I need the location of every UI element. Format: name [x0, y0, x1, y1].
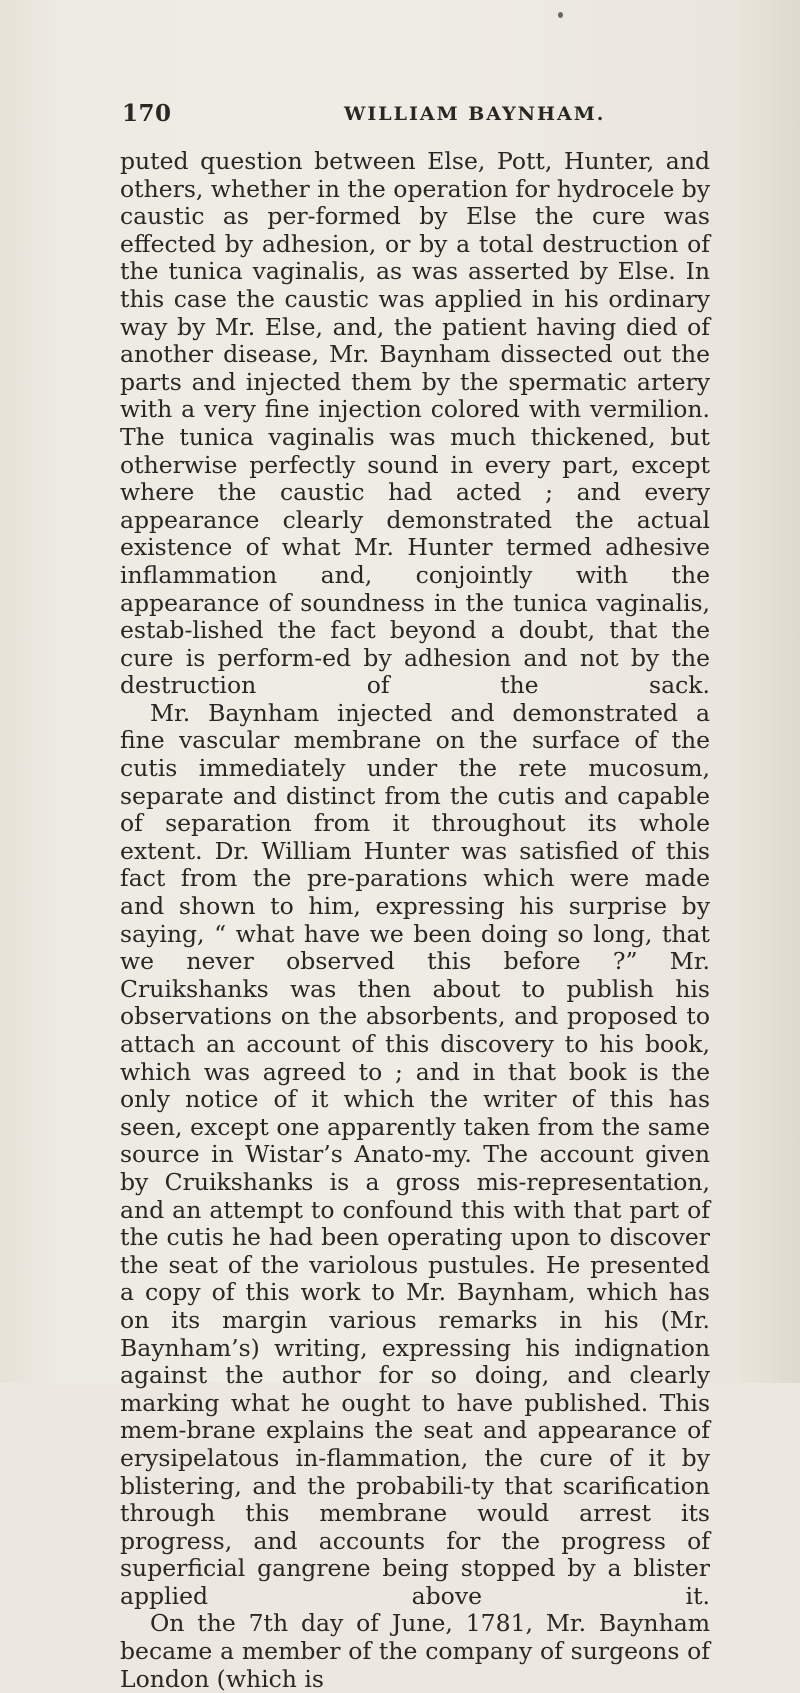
running-head: WILLIAM BAYNHAM. — [344, 103, 606, 125]
ink-speck — [558, 12, 563, 18]
page-header — [122, 100, 682, 130]
paragraph: puted question between Else, Pott, Hunter, and others, whether in the operation for hydrocele by caustic as per-formed by Else the cure was effected by adhesion, or by a total destruction of the tunica vaginalis, as was asserted by Else. In this case the caustic was applied in his ordinary way by Mr. Else, and, the patient having died of another disease, Mr. Baynham dissected out the parts and injected them by the spermatic artery with a very fine injection colored with vermilion. The tunica vaginalis was much thickened, but otherwise perfectly sound in every part, except where the caustic had acted ; and every appearance clearly demonstrated the actual existence of what Mr. Hunter termed adhesive inflammation and, conjointly with the appearance of soundness in the tunica vaginalis, estab-lished the fact beyond a doubt, that the cure is perform-ed by adhesion and not by the destruction of the sack. — [120, 147, 711, 700]
paragraph: On the 7th day of June, 1781, Mr. Baynham became a member of the company of surgeons of London (which is — [120, 1609, 710, 1693]
page-number: 170 — [122, 100, 172, 127]
paragraph: Mr. Baynham injected and demonstrated a fine vascular membrane on the surface of the cutis immediately under the rete mucosum, separate and distinct from the cutis and capable of separation from it throughout its whole extent. Dr. William Hunter was satisfied of this fact from the pre-parations which were made and shown to him, expressing his surprise by saying, “ what have we been doing so long, that we never observed this before ?” Mr. Cruikshanks was then about to publish his observations on the absorbents, and proposed to attach an account of this discovery to his book, which was agreed to ; and in that book is the only notice of it which the writer of this has seen, except one apparently taken from the same source in Wistar’s Anato-my. The account given by Cruikshanks is a gross mis-representation, and an attempt to confound this with that part of the cutis he had been operating upon to discover the seat of the variolous pustules. He presented a copy of this work to Mr. Baynham, which has on its margin various remarks in his (Mr. Baynham’s) writing, expressing his indignation against the author for so doing, and clearly marking what he ought to have published. This mem-brane explains the seat and appearance of erysipelatous in-flammation, the cure of it by blistering, and the probabili-ty that scarification through this membrane would arrest its progress, and accounts for the progress of superficial gangrene being stopped by a blister applied above it. — [120, 698, 710, 1610]
body-text — [120, 148, 710, 1693]
